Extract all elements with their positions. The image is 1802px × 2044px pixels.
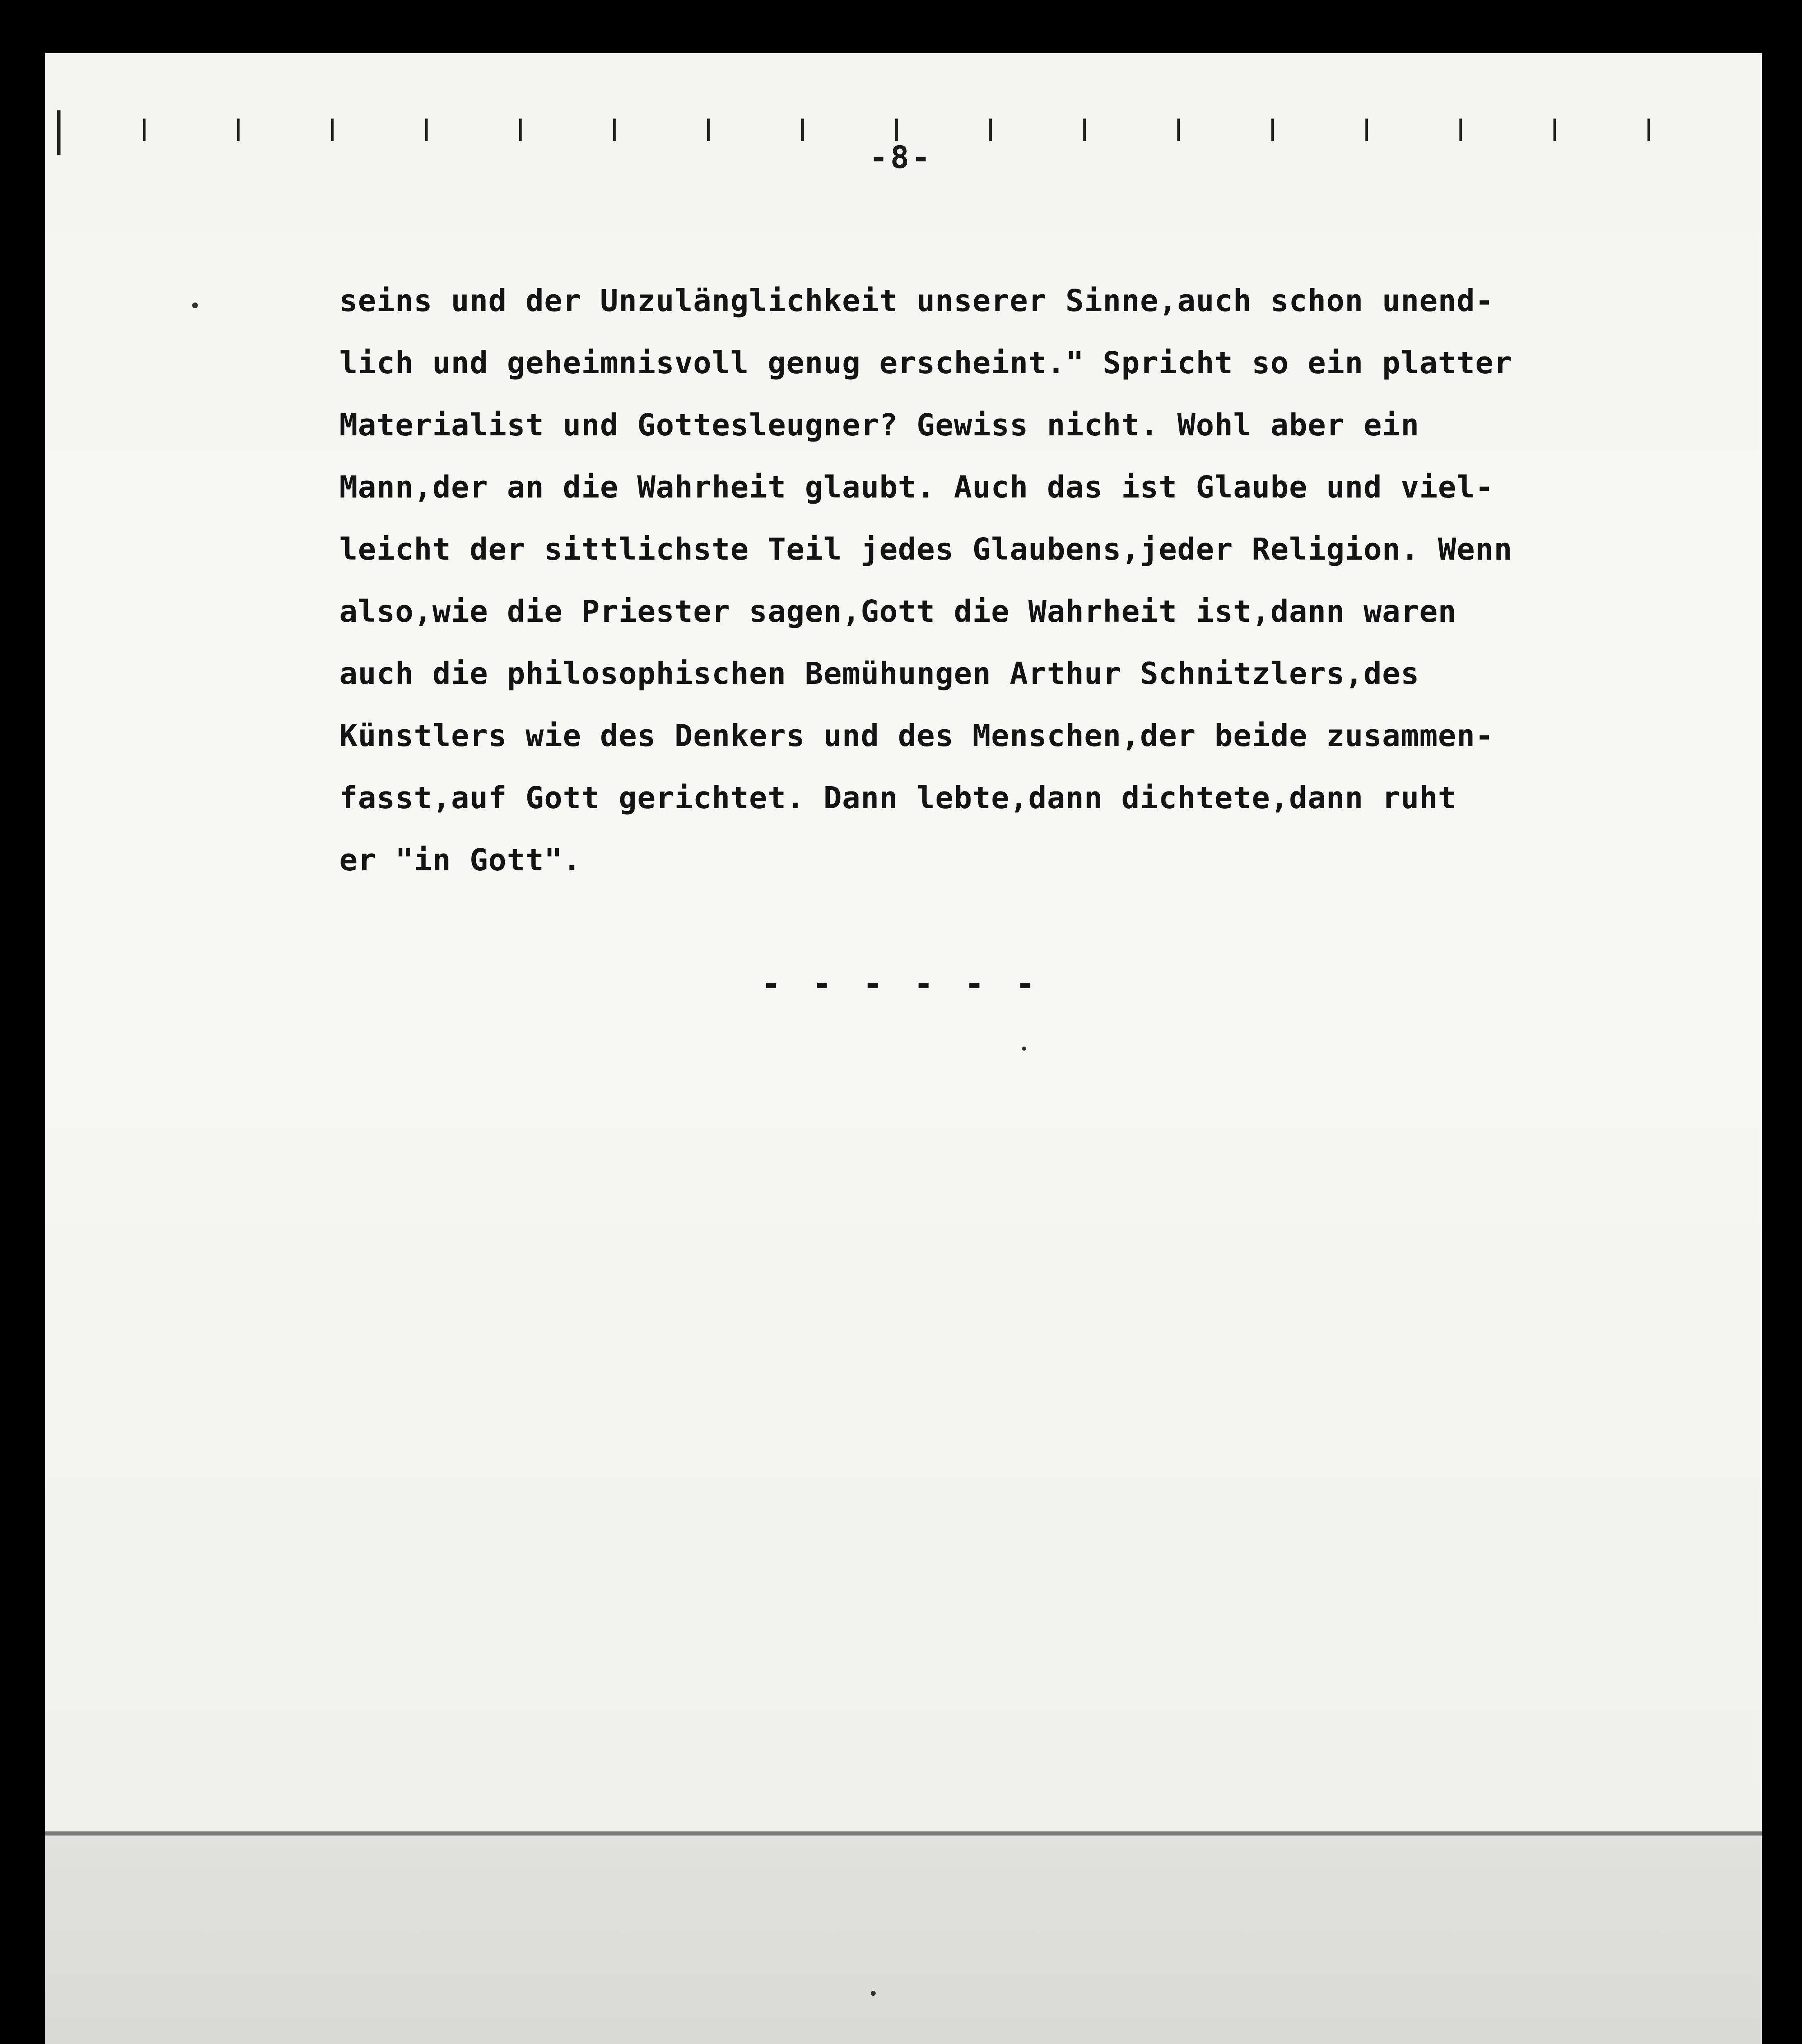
page-number: -8- <box>869 139 933 175</box>
tick-mark <box>331 119 334 141</box>
tick-mark <box>519 119 522 141</box>
text-line: auch die philosophischen Bemühungen Arthur Schnitzlers,des <box>339 656 1420 691</box>
tick-mark <box>1177 119 1180 141</box>
tick-mark <box>1083 119 1086 141</box>
text-line: also,wie die Priester sagen,Gott die Wahrheit ist,dann waren <box>339 594 1457 629</box>
tick-mark <box>1271 119 1274 141</box>
lower-shadow <box>45 1836 1762 2044</box>
text-line: Mann,der an die Wahrheit glaubt. Auch das ist Glaube und viel- <box>339 470 1494 505</box>
tick-mark <box>1553 119 1556 141</box>
fold-line <box>45 1831 1762 1836</box>
tick-mark <box>613 119 616 141</box>
tick-mark <box>1647 119 1650 141</box>
end-mark: - - - - - - <box>761 965 1041 1003</box>
paper-speck <box>1022 1047 1026 1051</box>
text-line: seins und der Unzulänglichkeit unserer Sinne,auch schon unend- <box>339 283 1494 318</box>
text-line: lich und geheimnisvoll genug erscheint." Spricht so ein platter <box>339 345 1513 381</box>
text-line: leicht der sittlichste Teil jedes Glaubens,jeder Religion. Wenn <box>339 532 1513 567</box>
tick-mark <box>237 119 240 141</box>
tick-mark <box>801 119 804 141</box>
paper-speck <box>192 303 198 308</box>
tick-mark <box>895 119 898 141</box>
tick-mark <box>425 119 428 141</box>
text-line: Künstlers wie des Denkers und des Menschen,der beide zusammen- <box>339 718 1494 753</box>
text-line: er "in Gott". <box>339 843 582 878</box>
tick-mark <box>707 119 710 141</box>
tick-mark <box>1459 119 1462 141</box>
text-line: Materialist und Gottesleugner? Gewiss nicht. Wohl aber ein <box>339 408 1420 443</box>
text-line: fasst,auf Gott gerichtet. Dann lebte,dann dichtete,dann ruht <box>339 780 1457 816</box>
tick-mark <box>989 119 992 141</box>
tick-mark <box>1365 119 1368 141</box>
typed-paragraph <box>339 270 1647 891</box>
tick-mark <box>143 119 146 141</box>
